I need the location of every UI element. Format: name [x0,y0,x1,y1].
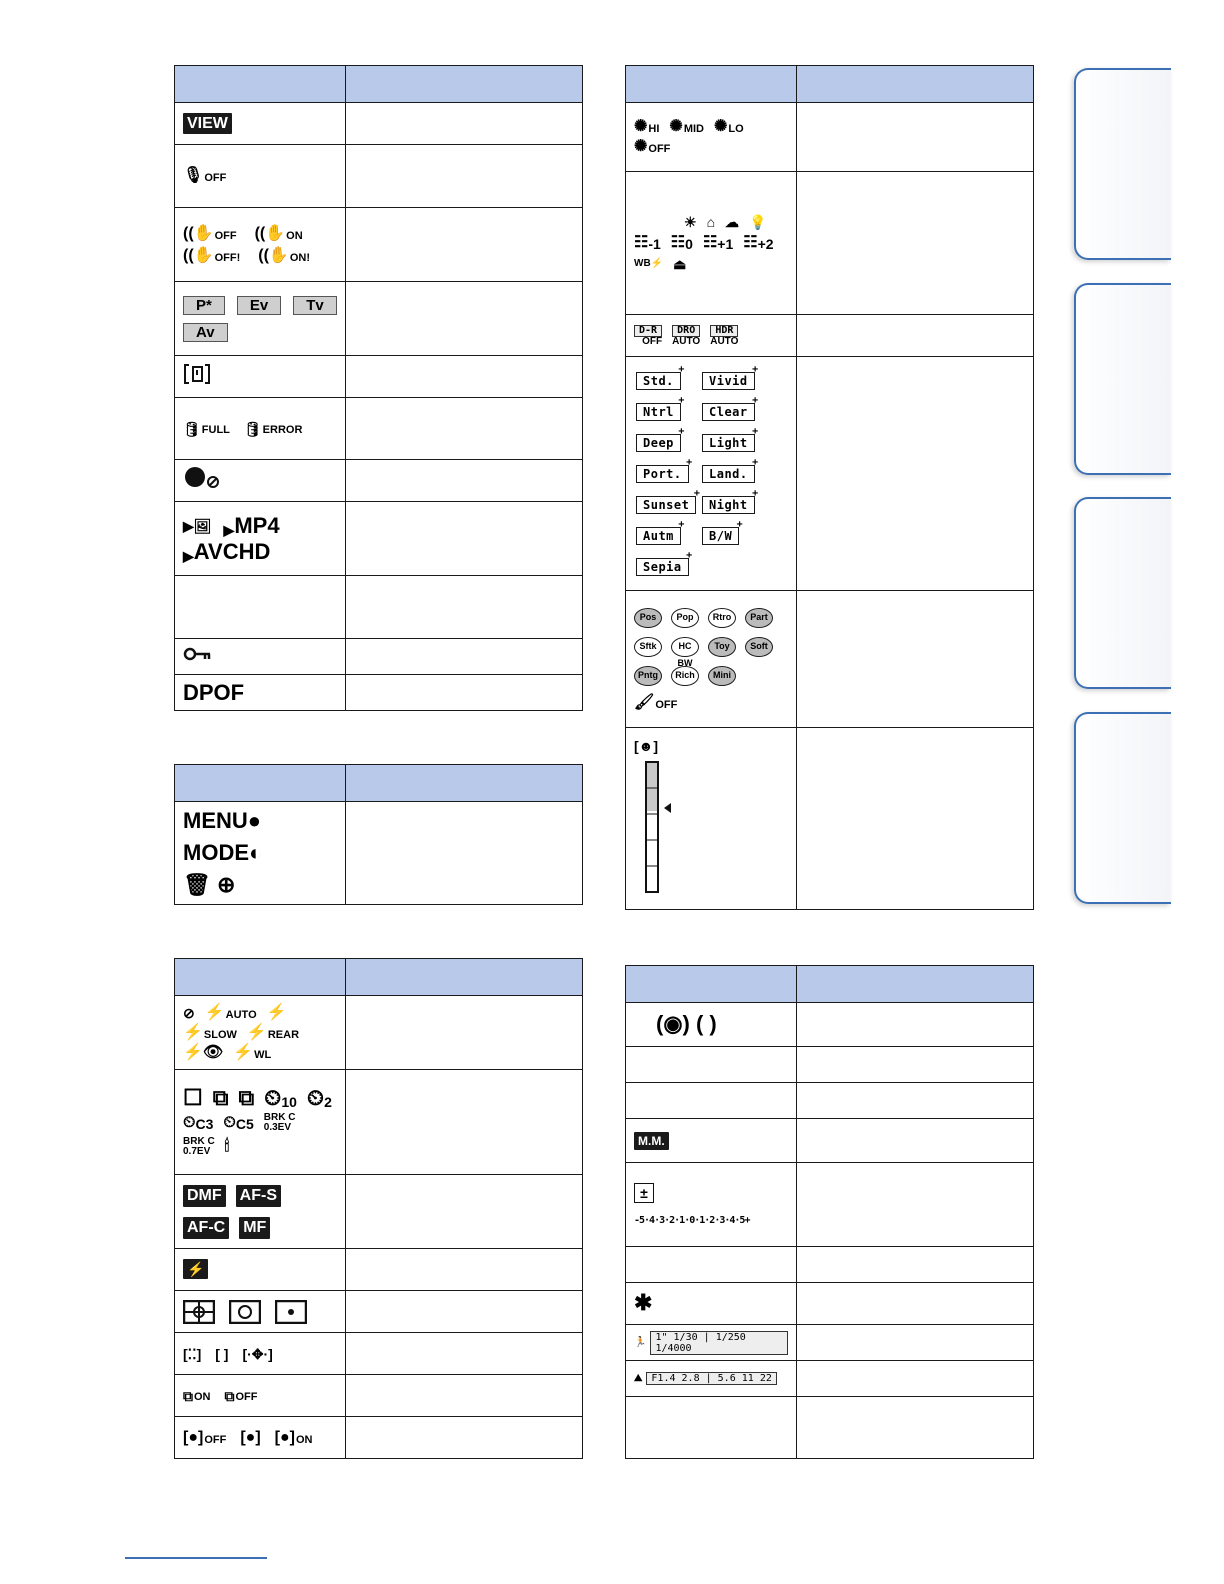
dro-auto-icon: DRO AUTO [672,324,701,347]
icon-cell [626,1361,797,1397]
ev-scale: -5·4·3·2·1·0·1·2·3·4·5+ [634,1215,750,1226]
icon-cell [175,208,346,282]
icon-cell [626,1119,797,1163]
af-area-flexible-icon: [·✥·] [242,1345,273,1362]
effect-hc-bw-icon: HC BW [671,637,699,657]
dpof-icon: DPOF [183,679,245,705]
daylight-icon: ☀ [684,214,697,230]
steady-shot-off-icon: ((✋ OFF [183,224,237,242]
creative-style-clear-icon: Clear + [702,403,755,421]
mf-icon: MF [239,1217,270,1239]
effect-miniature-icon: Mini [708,666,736,686]
creative-style-light-icon: Light + [702,434,755,452]
effect-rich-bw-icon: Rich [671,666,699,686]
wide-aperture-icon: ⛰ [634,1373,643,1384]
creative-style-std-icon: Std. + [636,372,681,390]
effect-painting-icon: Pntg [634,666,662,686]
face-detection-off-icon: [●] OFF [183,1428,227,1446]
bracket-03-icon: BRK C 0.3EV [263,1112,296,1133]
playback-photo-icon: ▶🖼 [183,517,212,534]
icon-cell [175,1070,346,1175]
steady-shot-off-warning-icon: ((✋ OFF! [183,246,241,264]
flash-fill-icon: ⚡ [266,1003,287,1021]
mode-button-icon: MODE◐ [183,840,263,865]
image-settings-table [625,65,1034,910]
creative-style-land-icon: Land. + [702,465,755,483]
fluorescent-plus2-icon: ☷ +2 [743,234,774,252]
icon-cell [175,1291,346,1333]
icon-cell [175,639,346,675]
effect-soft-focus-icon: Soft [745,637,773,657]
steady-shot-on-icon: ((✋ ON [254,224,303,242]
aperture-priority-icon: Av [183,323,228,342]
exposure-compensation-icon: ± [634,1183,654,1203]
cloudy-icon: ☁ [725,214,740,230]
shooting-settings-table [174,958,583,1459]
icon-cell [626,172,797,315]
af-area-center-icon: [ ] [215,1345,229,1362]
stabilizer-on-icon: ⧉ ON [183,1387,211,1404]
creative-style-sepia-icon: Sepia + [636,558,689,576]
icon-cell [175,460,346,502]
bracket-07-icon: BRK C 0.7EV [183,1136,215,1157]
wb-flash-icon: WB⚡ [634,258,664,269]
icon-cell [175,356,346,398]
flash-auto-icon: ⚡ AUTO [204,1003,257,1021]
nav-tab-1[interactable] [1074,68,1171,260]
creative-style-sunset-icon: Sunset + [636,496,696,514]
icon-cell [175,1417,346,1459]
icon-cell [175,1333,346,1375]
metering-center-icon [229,1300,261,1324]
icon-cell [626,315,797,357]
flash-rear-icon: ⚡ REAR [246,1023,300,1041]
protect-key-icon [183,646,213,662]
mic-off-icon: 🎙 OFF [183,167,227,184]
red-eye-icon: ⚡👁 [183,1043,224,1061]
slow-shutter-icon: 🏃 [634,1337,647,1348]
steady-shot-on-warning-icon: ((✋ ON! [258,246,310,264]
icon-cell [175,502,346,576]
flash-level-mid-icon: ✺ MID [669,118,704,135]
ae-lock-icon: ✱ [634,1290,653,1315]
metering-spot-icon [275,1300,307,1324]
icon-cell [175,1375,346,1417]
header-cell [175,66,346,103]
fluorescent-minus1-icon: ☷ -1 [634,234,661,252]
shutter-scale: 1" 1/30 | 1/250 1/4000 [650,1331,788,1355]
hdr-auto-icon: HDR AUTO [710,324,739,347]
icon-cell [175,802,346,905]
dmf-icon: DMF [183,1185,226,1207]
icon-cell [175,145,346,208]
icon-cell [175,1249,346,1291]
creative-style-autm-icon: Autm + [636,527,681,545]
creative-style-deep-icon: Deep + [636,434,681,452]
card-icon [183,362,211,386]
face-registered-icon: [●] [240,1428,261,1446]
self-timer-c3-icon: ⏲ C3 [183,1114,214,1132]
trash-zoom-icon: 🗑 ⊕ [183,872,236,897]
stabilizer-off-icon: ⧉ OFF [224,1387,258,1404]
self-timer-2-icon: ⏲ 2 [306,1085,332,1110]
effect-posterization-icon: Pos [634,608,662,628]
creative-style-vivid-icon: Vivid + [702,372,755,390]
flash-level-off-icon: ✺ OFF [634,138,671,155]
effect-pop-icon: Pop [671,608,699,628]
exposure-icon: Ev [237,296,281,315]
menu-button-icon: MENU● [183,808,262,833]
metering-multi-icon [183,1300,215,1324]
aperture-scale: F1.4 2.8 | 5.6 11 22 [646,1372,776,1385]
dro-off-icon: D-R OFF [634,325,662,347]
icon-cell [175,103,346,145]
display-indicator-table [174,65,583,711]
continuous-icon: ⧉ [212,1085,229,1110]
effect-partial-color-icon: Part [745,608,773,628]
icon-cell [626,728,797,910]
icon-cell [175,1175,346,1249]
flash-level-hi-icon: ✺ HI [634,118,660,135]
icon-cell [626,357,797,591]
memory-error-icon: 🛢 ERROR [243,420,303,437]
flash-off-icon: ⊘ [183,1004,195,1021]
creative-style-port-icon: Port. + [636,465,689,483]
icon-cell [175,398,346,460]
icon-cell [175,996,346,1070]
nav-tab-3[interactable] [1074,497,1171,689]
af-area-wide-icon: [⁚⁚] [183,1345,202,1362]
exposure-info-table [625,965,1034,1459]
nav-tab-4[interactable] [1074,712,1171,904]
avchd-icon: ▶ AVCHD [183,538,271,564]
flash-slow-icon: ⚡ SLOW [183,1023,237,1041]
self-timer-c5-icon: ⏲ C5 [223,1114,254,1132]
smile-shutter-icon: [☻] [634,738,659,754]
custom-wb-icon: ⏏ [673,256,687,272]
header-cell [346,66,583,103]
self-timer-10-icon: ⏲ 10 [264,1085,297,1110]
remote-icon: 🕯 [224,1138,230,1155]
mp4-icon: ▶ MP4 [223,512,280,538]
flash-level-lo-icon: ✺ LO [713,118,744,135]
icon-cell [626,103,797,172]
speed-priority-icon: ⧉ [238,1085,255,1110]
effect-soft-high-key-icon: Sftk [634,637,662,657]
af-s-icon: AF-S [236,1185,281,1207]
flash-wireless-icon: ⚡ WL [233,1043,272,1061]
effect-off-icon: 🖌 OFF [634,693,678,711]
view-icon: VIEW [183,113,232,134]
overheat-icon [183,465,223,491]
creative-style-ntrl-icon: Ntrl + [636,403,681,421]
icon-cell [626,1325,797,1361]
incandescent-icon: 💡 [749,214,767,230]
footer-link-underline[interactable] [125,1557,267,1559]
metered-manual-icon: M.M. [634,1132,669,1150]
smile-sensitivity-gauge [634,760,674,895]
icon-cell [626,1163,797,1247]
fluorescent-0-icon: ☷ 0 [670,234,693,252]
flash-compensation-icon: ⚡ [183,1259,208,1279]
icon-cell [626,1003,797,1047]
effect-retro-icon: Rtro [708,608,736,628]
focus-status-icon: (◉) ( ) [656,1011,717,1036]
guide-indicator-table [174,764,583,905]
icon-cell [626,1283,797,1325]
face-detection-on-icon: [●] ON [274,1428,313,1446]
fluorescent-plus1-icon: ☷ +1 [702,234,734,252]
memory-full-icon: 🛢 FULL [183,420,230,437]
creative-style-bw-icon: B/W + [702,527,739,545]
icon-cell [175,675,346,711]
af-c-icon: AF-C [183,1217,229,1239]
single-shot-icon: ☐ [183,1085,203,1110]
shutter-priority-icon: Tv [293,296,337,315]
icon-cell [175,282,346,356]
shade-icon: ⌂ [706,214,716,230]
icon-cell [626,591,797,728]
effect-toy-camera-icon: Toy [708,637,736,657]
program-shift-icon: P* [183,296,225,315]
nav-tab-2[interactable] [1074,283,1171,475]
creative-style-night-icon: Night + [702,496,755,514]
